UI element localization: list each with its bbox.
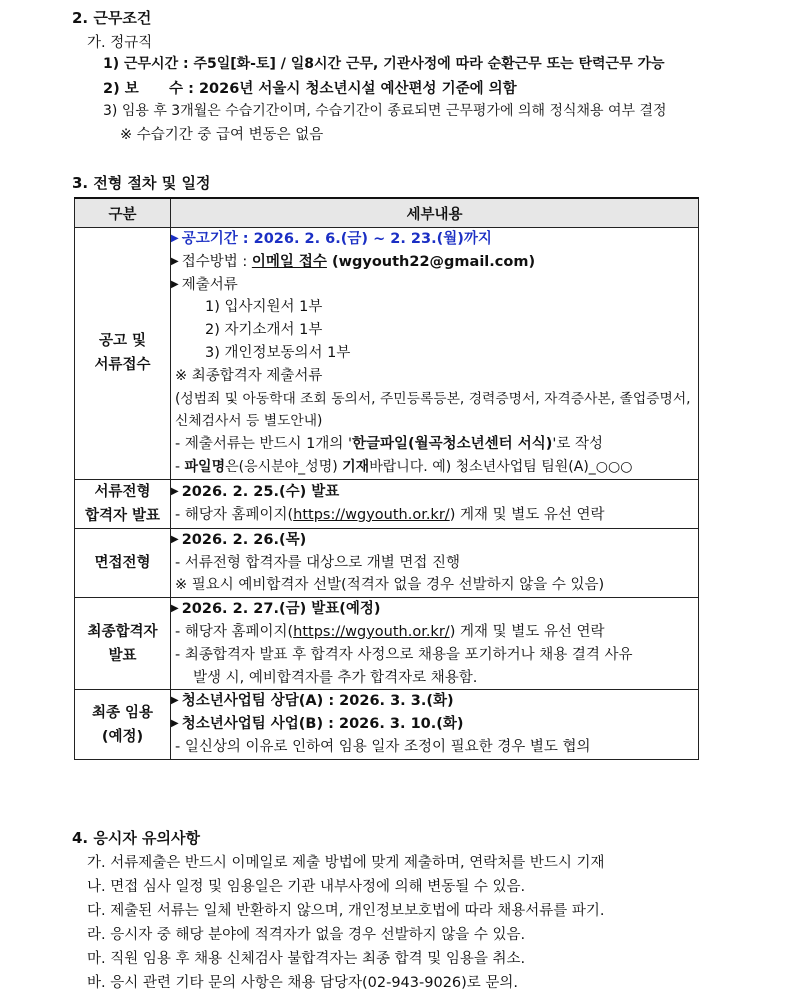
triangle-bullet-icon: ▶ [171,255,179,267]
filename-rule: - 파일명은(응시분야_성명) 기재바랍니다. 예) 청소년사업팀 팀원(A)_○○○ [175,458,633,475]
announcement-period: ▶ 공고기간 : 2026. 2. 6.(금) ~ 2. 23.(월)까지 [171,231,492,247]
document-result-notice: - 해당자 홈페이지(https://wgyouth.or.kr/) 게재 및 별도 유선 연락 [175,506,605,523]
work-hours-item: 1) 근무시간 : 주5일[화-토] / 일8시간 근무, 기관사정에 따라 순환근무 또는 탄력근무 가능 [103,56,665,72]
triangle-bullet-icon: ▶ [171,233,179,244]
header-category: 구분 [75,198,171,228]
row-details [171,479,699,528]
triangle-bullet-icon: ▶ [171,533,179,545]
notice-item: 라. 응시자 중 해당 분야에 적격자가 없을 경우 선발하지 않을 수 있음. [87,927,526,943]
appointment-note: - 일신상의 이유로 인하여 임용 일자 조정이 필요한 경우 별도 협의 [175,738,591,755]
table-row [75,528,699,597]
table-row [75,598,699,690]
row-category: 면접전형 [75,528,171,597]
triangle-bullet-icon: ▶ [171,718,179,730]
submission-method: ▶ 접수방법 : 이메일 접수 (wgyouth22@gmail.com) [171,253,536,270]
section-2-title: 2. 근무조건 [72,9,152,27]
doc-item: 2) 자기소개서 1부 [205,322,323,339]
final-docs-note: ※ 최종합격자 제출서류 [175,367,323,384]
row-details [171,598,699,690]
interview-date: ▶ 2026. 2. 26.(목) [171,531,307,548]
final-result-date: ▶ 2026. 2. 27.(금) 발표(예정) [171,601,381,618]
probation-note: ※ 수습기간 중 급여 변동은 없음 [120,127,324,143]
section-3-title: 3. 전형 절차 및 일정 [72,174,211,192]
appointment-date-a: ▶ 청소년사업팀 상담(A) : 2026. 3. 3.(화) [171,693,454,710]
probation-item: 3) 임용 후 3개월은 수습기간이며, 수습기간이 종료되면 근무평가에 의해 정식채용 여부 결정 [103,103,667,119]
final-docs-detail: (성범죄 및 아동학대 조회 동의서, 주민등록등본, 경력증명서, 자격증사본, 졸업증명서, 신체검사서 등 별도안내) [175,390,691,430]
section-2-subtitle: 가. 정규직 [87,35,153,51]
interview-detail: - 서류전형 합격자를 대상으로 개별 면접 진행 [175,554,461,571]
row-category: 서류전형 합격자 발표 [75,479,171,528]
doc-item: 3) 개인정보동의서 1부 [205,344,351,361]
section-4-title: 4. 응시자 유의사항 [72,829,201,847]
notice-item: 가. 서류제출은 반드시 이메일로 제출 방법에 맞게 제출하며, 연락처를 반드시 기재 [87,855,605,871]
documents-label: ▶ 제출서류 [171,276,238,293]
table-row [75,479,699,528]
row-details [171,528,699,597]
notice-item: 바. 응시 관련 기타 문의 사항은 채용 담당자(02-943-9026)로 문의. [87,975,519,991]
triangle-bullet-icon: ▶ [171,485,179,497]
final-result-notice: - 해당자 홈페이지(https://wgyouth.or.kr/) 게재 및 별도 유선 연락 [175,623,605,640]
doc-item: 1) 입사지원서 1부 [205,299,323,316]
table-row [75,690,699,759]
row-details [171,228,699,480]
appointment-date-b: ▶ 청소년사업팀 사업(B) : 2026. 3. 10.(화) [171,716,464,733]
table-row [75,228,699,480]
homepage-link[interactable]: https://wgyouth.or.kr/ [293,506,450,523]
triangle-bullet-icon: ▶ [171,695,179,707]
notice-item: 나. 면접 심사 일정 및 임용일은 기관 내부사정에 의해 변동될 수 있음. [87,879,526,895]
row-details [171,690,699,759]
row-category: 최종합격자 발표 [75,598,171,690]
notice-item: 마. 직원 임용 후 채용 신체검사 불합격자는 최종 합격 및 임용을 취소. [87,951,526,967]
final-result-rule: - 최종합격자 발표 후 합격자 사정으로 채용을 포기하거나 채용 결격 사유 [175,646,633,663]
salary-item: 2) 보 수 : 2026년 서울시 청소년시설 예산편성 기준에 의함 [103,81,517,97]
final-result-rule-cont: 발생 시, 예비합격자를 추가 합격자로 채용함. [193,669,478,686]
notice-item: 다. 제출된 서류는 일체 반환하지 않으며, 개인정보보호법에 따라 채용서류를 파기. [87,903,605,919]
schedule-table [74,197,699,760]
triangle-bullet-icon: ▶ [171,603,179,615]
row-category: 공고 및 서류접수 [75,228,171,480]
interview-note: ※ 필요시 예비합격자 선발(적격자 없을 경우 선발하지 않을 수 있음) [175,577,605,594]
triangle-bullet-icon: ▶ [171,278,179,290]
document-result-date: ▶ 2026. 2. 25.(수) 발표 [171,483,340,500]
homepage-link[interactable]: https://wgyouth.or.kr/ [293,623,450,640]
row-category: 최종 임용 (예정) [75,690,171,759]
file-format-rule: - 제출서류는 반드시 1개의 '한글파일(월곡청소년센터 서식)'로 작성 [175,436,603,453]
header-details: 세부내용 [171,198,699,228]
